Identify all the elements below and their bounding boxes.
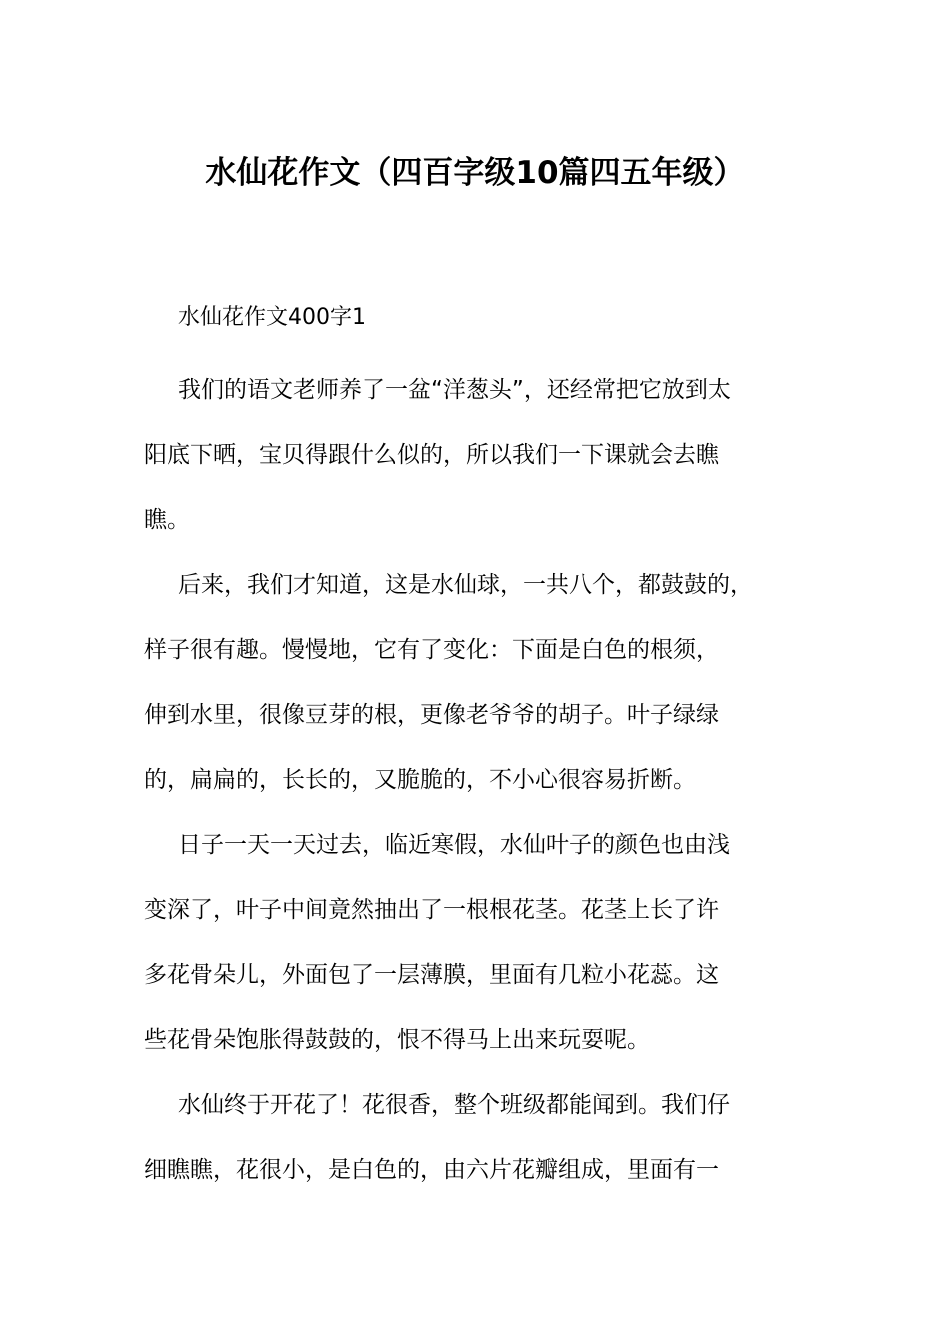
paragraph-line: 的，扁扁的，长长的，又脆脆的，不小心很容易折断。: [144, 767, 696, 793]
document-body: [144, 296, 812, 1203]
paragraph: [144, 1073, 812, 1203]
paragraph-line: 伸到水里，很像豆芽的根，更像老爷爷的胡子。叶子绿绿: [144, 702, 719, 728]
paragraph-line: 细瞧瞧，花很小，是白色的，由六片花瓣组成，里面有一: [144, 1157, 719, 1183]
paragraph-line: 后来，我们才知道，这是水仙球，一共八个，都鼓鼓的，: [178, 572, 753, 598]
paragraph-line: 瞧。: [144, 507, 190, 533]
section-heading: 水仙花作文400字1: [178, 305, 366, 330]
paragraph-line: 些花骨朵饱胀得鼓鼓的，恨不得马上出来玩耍呢。: [144, 1027, 650, 1053]
paragraph-line: 样子很有趣。慢慢地，它有了变化：下面是白色的根须，: [144, 637, 719, 663]
paragraph-line: 我们的语文老师养了一盆“洋葱头”，还经常把它放到太: [178, 377, 731, 403]
paragraph-line: 多花骨朵儿，外面包了一层薄膜，里面有几粒小花蕊。这: [144, 962, 719, 988]
paragraph-line: 阳底下晒，宝贝得跟什么似的，所以我们一下课就会去瞧: [144, 442, 719, 468]
document-title: 水仙花作文（四百字级10篇四五年级）: [205, 155, 745, 191]
paragraph: [144, 813, 812, 1073]
paragraph: [144, 553, 812, 813]
paragraph: [144, 358, 812, 553]
paragraph-line: 水仙终于开花了！花很香，整个班级都能闻到。我们仔: [178, 1092, 730, 1118]
paragraph-line: 日子一天一天过去，临近寒假，水仙叶子的颜色也由浅: [178, 832, 730, 858]
paragraph-line: 变深了，叶子中间竟然抽出了一根根花茎。花茎上长了许: [144, 897, 719, 923]
